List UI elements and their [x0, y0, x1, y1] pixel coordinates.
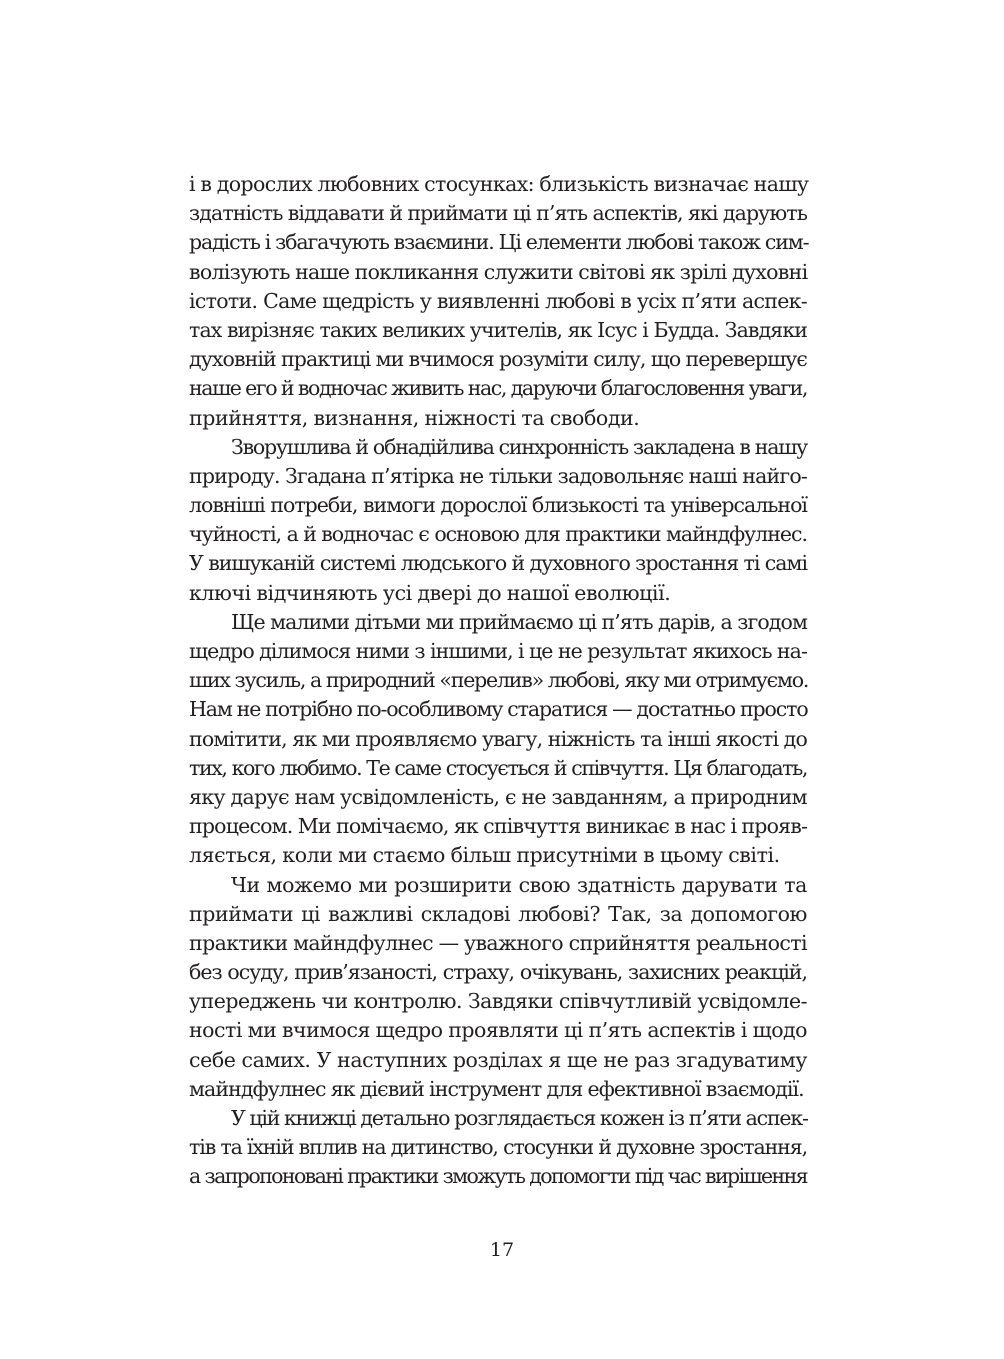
- body-text: [189, 170, 807, 1192]
- text-line: волізують наше покликання служити світові як зрілі духовні: [189, 259, 808, 284]
- text-line: помітити, як ми проявляємо увагу, ніжність та інші якості до: [189, 726, 807, 751]
- text-line: природу. Згадана п’ятірка не тільки задовольняє наші найго-: [189, 463, 807, 488]
- text-line: ловніші потреби, вимоги дорослої близькості та універсальної: [189, 493, 807, 518]
- text-line: упереджень чи контролю. Завдяки співчутливій усвідомле-: [189, 989, 807, 1014]
- page-number: 17: [489, 1239, 515, 1261]
- text-line: Нам не потрібно по-особливому старатися — достатньо просто: [189, 697, 808, 722]
- text-line: духовній практиці ми вчимося розуміти силу, що перевершує: [189, 347, 807, 372]
- text-line: тів та їхній вплив на дитинство, стосунки й духовне зростання,: [189, 1135, 807, 1160]
- text-line: щедро ділимося ними з іншими, і це не результат якихось на-: [189, 639, 807, 663]
- text-line: чуйності, а й водночас є основою для практики майндфулнес.: [189, 522, 807, 547]
- text-line: ності ми вчимося щедро проявляти ці п’ять аспектів і щодо: [189, 1018, 807, 1043]
- text-line: наше его й водночас живить нас, даруючи благословення уваги,: [189, 376, 807, 401]
- text-line: У цій книжці детально розглядається кожен із п’яти аспек-: [231, 1106, 808, 1130]
- text-line: себе самих. У наступних розділах я ще не раз згадуватиму: [189, 1047, 807, 1072]
- text-line: яку дарує нам усвідомленість, є не завданням, а природним: [189, 784, 807, 809]
- text-line: а запропоновані практики зможуть допомогти під час вирішення: [189, 1164, 807, 1189]
- text-line: майндфулнес як дієвий інструмент для ефективної взаємодії.: [189, 1076, 804, 1101]
- text-line: тих, кого любимо. Те саме стосується й співчуття. Ця благодать,: [189, 755, 807, 780]
- text-line: ших зусиль, а природний «перелив» любові, яку ми отримуємо.: [189, 668, 809, 693]
- text-line: тах вирізняє таких великих учителів, як Ісус і Будда. Завдяки: [189, 317, 807, 342]
- text-line: і в дорослих любовних стосунках: близькість визначає нашу: [189, 172, 809, 196]
- text-line: ляється, коли ми стаємо більш присутніми в цьому світі.: [189, 843, 780, 868]
- text-line: ключі відчиняють усі двері до нашої еволюції.: [189, 580, 671, 605]
- text-line: приймати ці важливі складові любові? Так, за допомогою: [189, 901, 807, 926]
- text-line: У вишуканій системі людського й духовного зростання ті самі: [189, 551, 807, 576]
- text-line: істоти. Саме щедрість у виявленні любові в усіх п’яти аспек-: [189, 288, 807, 313]
- text-line: практики майндфулнес — уважного сприйняття реальності: [189, 930, 807, 955]
- text-line: здатність віддавати й приймати ці п’ять аспектів, які дарують: [189, 201, 807, 226]
- text-line: Ще малими дітьми ми приймаємо ці п’ять дарів, а згодом: [231, 609, 807, 634]
- text-line: радість і збагачують взаємини. Ці елементи любові також сим-: [189, 230, 809, 255]
- text-line: процесом. Ми помічаємо, як співчуття виникає в нас і прояв-: [189, 814, 808, 839]
- text-line: Зворушлива й обнадійлива синхронність закладена в нашу: [231, 434, 807, 459]
- text-line: без осуду, прив’язаності, страху, очікувань, захисних реакцій,: [189, 960, 807, 985]
- text-line: Чи можемо ми розширити свою здатність дарувати та: [231, 872, 807, 897]
- text-line: прийняття, визнання, ніжності та свободи.: [189, 405, 640, 430]
